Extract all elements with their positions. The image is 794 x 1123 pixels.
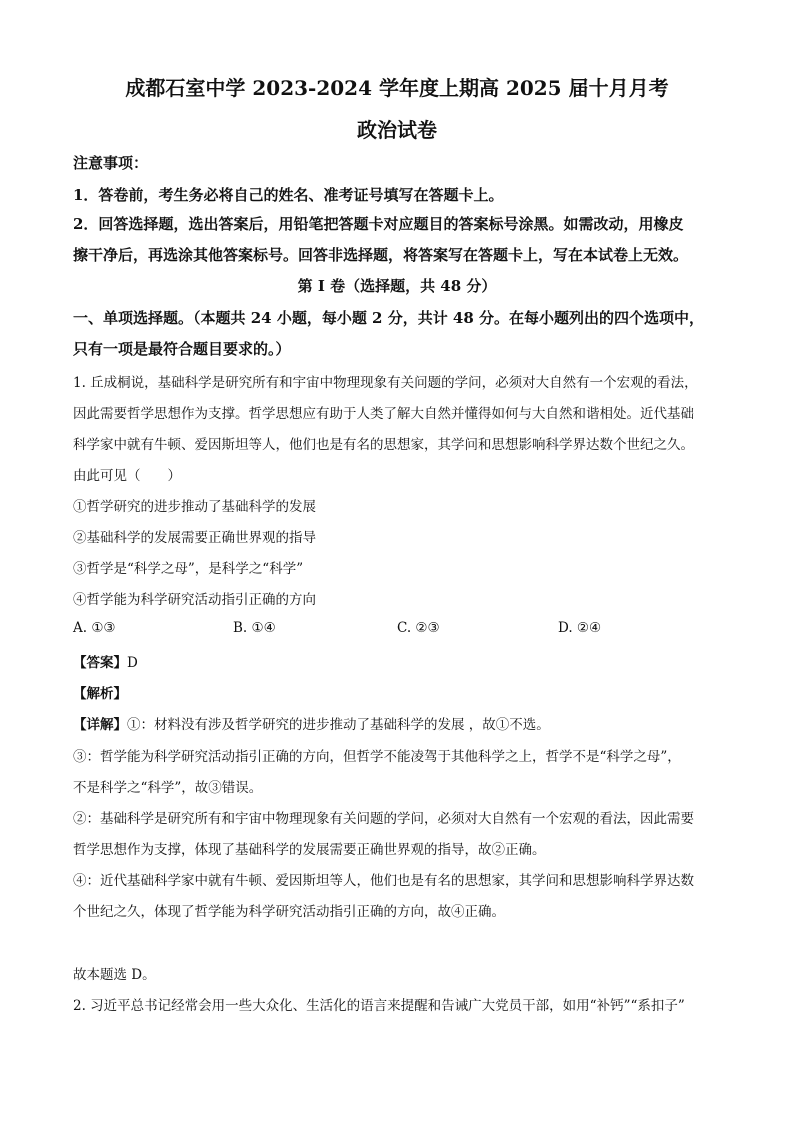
notice-item-2-line-2: 擦干净后，再选涂其他答案标号。回答非选择题，将答案写在答题卡上，写在本试卷上无效。	[73, 246, 689, 264]
detail-line-3a: ②：基础科学是研究所有和宇宙中物理现象有关问题的学问，必须对大自然有一个宏观的看法，因此需要	[73, 811, 694, 827]
detail-text-1: ①：材料没有涉及哲学研究的进步推动了基础科学的发展 ，故①不选。	[127, 717, 550, 733]
q2-stem-line-1: 2. 习近平总书记经常会用一些大众化、生活化的语言来提醒和告诫广大党员干部，如用“补钙”“系扣子”	[73, 998, 685, 1014]
q1-option-a: A. ①③	[73, 620, 116, 636]
volume-title: 第 I 卷（选择题，共 48 分）	[297, 277, 497, 295]
analysis-tag: 【解析】	[73, 686, 127, 702]
detail-line-3b: 哲学思想作为支撑，体现了基础科学的发展需要正确世界观的指导，故②正确。	[73, 842, 546, 858]
q1-option-b: B. ①④	[233, 620, 276, 636]
detail-line-2b: 不是科学之“科学”，故③错误。	[73, 780, 263, 796]
q1-answer-line	[73, 651, 138, 671]
q1-statement-1: ①哲学研究的进步推动了基础科学的发展	[73, 499, 316, 515]
notice-item-1: 1．答卷前，考生务必将自己的姓名、准考证号填写在答题卡上。	[73, 186, 504, 204]
detail-line-4b: 个世纪之久，体现了哲学能为科学研究活动指引正确的方向，故④正确。	[73, 904, 505, 920]
exam-subtitle: 政治试卷	[357, 118, 437, 142]
q1-stem-line-4: 由此可见（ ）	[73, 468, 181, 484]
exam-title: 成都石室中学 2023-2024 学年度上期高 2025 届十月月考	[125, 76, 669, 100]
notice-item-2-line-1: 2．回答选择题，选出答案后，用铅笔把答题卡对应题目的答案标号涂黑。如需改动，用橡皮	[73, 215, 684, 233]
notice-heading: 注意事项：	[73, 154, 149, 172]
q1-stem-line-2: 因此需要哲学思想作为支撑。哲学思想应有助于人类了解大自然并懂得如何与大自然和谐相处。近代基础	[73, 406, 694, 422]
q1-stem-line-3: 科学家中就有牛顿、爱因斯坦等人，他们也是有名的思想家，其学问和思想影响科学界达数个世纪之久。	[73, 437, 694, 453]
q1-stem-line-1: 1. 丘成桐说，基础科学是研究所有和宇宙中物理现象有关问题的学问，必须对大自然有一个宏观的看法，	[73, 375, 698, 391]
q1-statement-4: ④哲学能为科学研究活动指引正确的方向	[73, 592, 316, 608]
q1-conclusion: 故本题选 D。	[73, 967, 156, 983]
section-heading-line-1: 一、单项选择题。（本题共 24 小题，每小题 2 分，共计 48 分。在每小题列出的四个选项中，	[73, 309, 705, 327]
q1-statement-2: ②基础科学的发展需要正确世界观的指导	[73, 530, 316, 546]
detail-line-1	[73, 713, 550, 733]
detail-tag: 【详解】	[73, 717, 127, 733]
detail-line-2a: ③：哲学能为科学研究活动指引正确的方向，但哲学不能凌驾于其他科学之上，哲学不是“科学之母”，	[73, 749, 681, 765]
section-heading-line-2: 只有一项是最符合题目要求的。）	[73, 340, 291, 358]
q1-statement-3: ③哲学是“科学之母”，是科学之“科学”	[73, 561, 304, 577]
answer-value: D	[127, 655, 138, 671]
q1-option-c: C. ②③	[397, 620, 440, 636]
q1-option-d: D. ②④	[558, 620, 602, 636]
answer-tag: 【答案】	[73, 655, 127, 671]
detail-line-4a: ④：近代基础科学家中就有牛顿、爱因斯坦等人，他们也是有名的思想家，其学问和思想影响科学界达数	[73, 873, 694, 889]
